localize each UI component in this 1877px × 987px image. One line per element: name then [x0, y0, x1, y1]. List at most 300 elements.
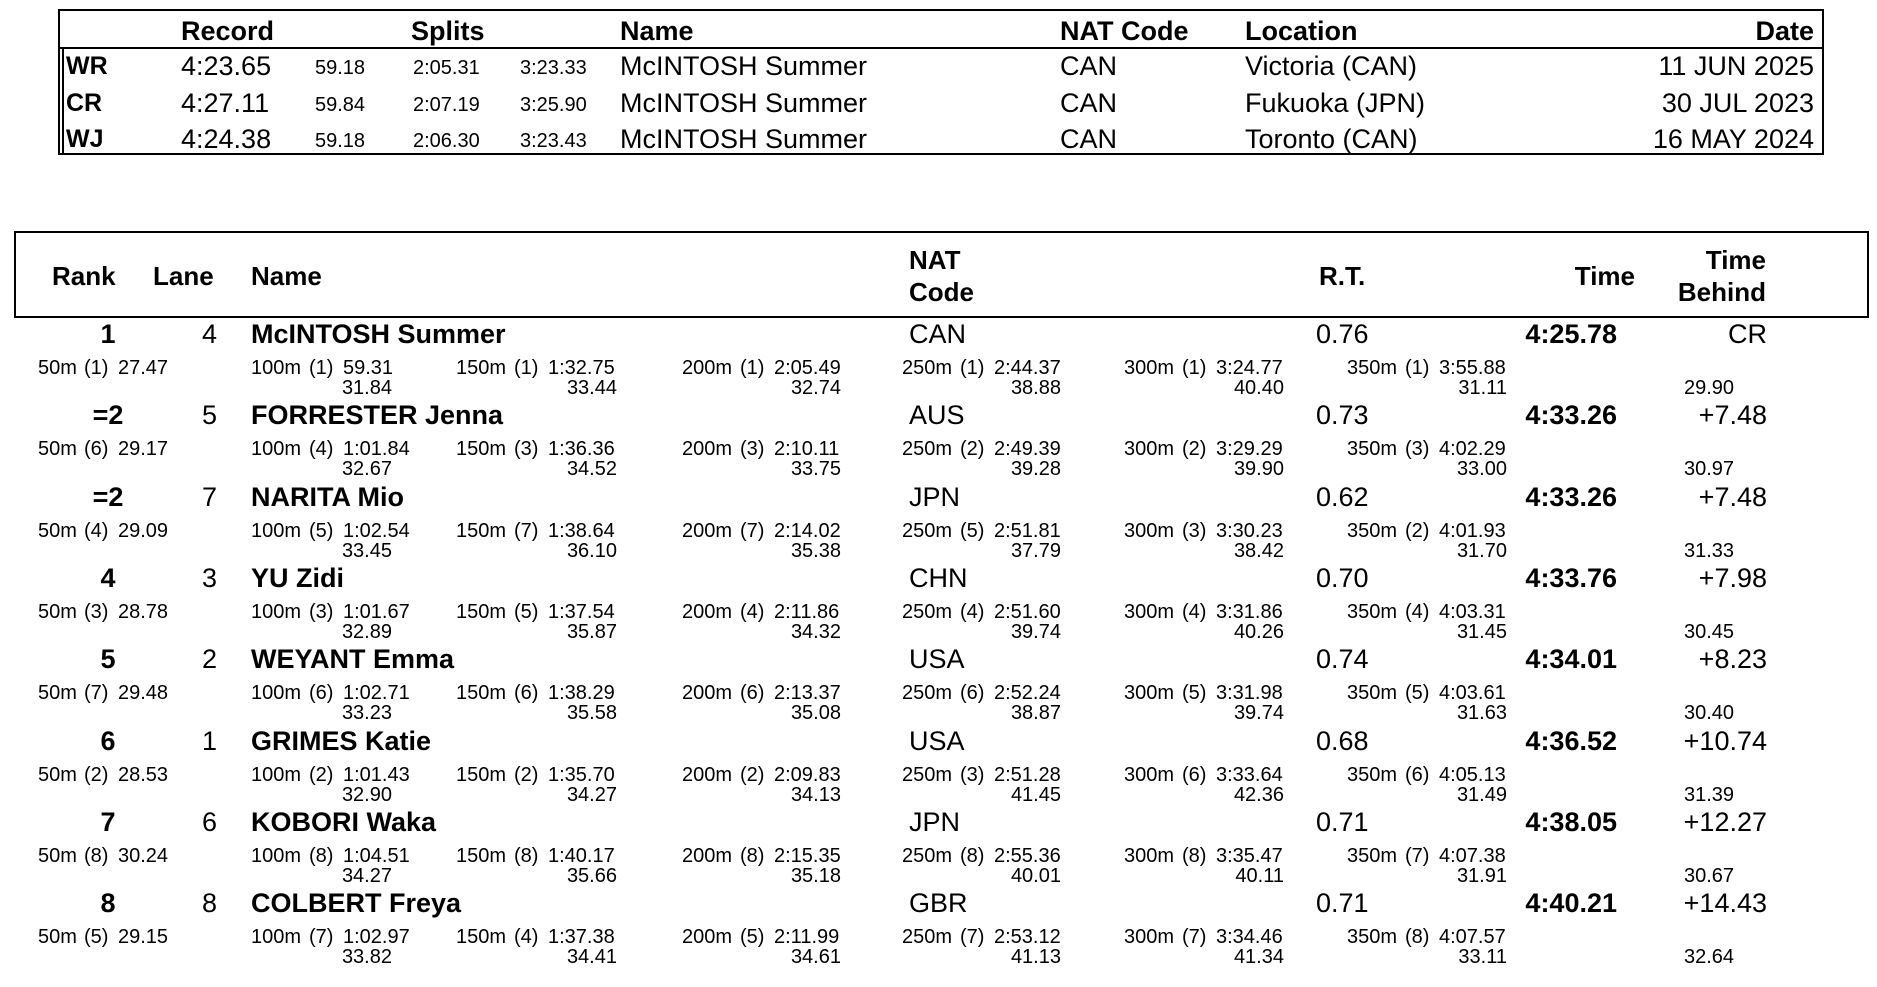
split-position: (2): [740, 764, 765, 786]
result-time: 4:25.78: [1525, 319, 1617, 349]
result-name: WEYANT Emma: [251, 644, 455, 674]
split-cumulative: 2:49.39: [994, 438, 1061, 460]
split-position: (8): [1182, 845, 1207, 867]
record-code: WJ: [66, 125, 104, 153]
split-distance: 200m: [682, 845, 733, 867]
split-final-lap: 30.67: [1684, 865, 1735, 887]
split-lap: 33.00: [1456, 458, 1507, 480]
split-cumulative: 3:24.77: [1216, 357, 1283, 379]
split-distance: 350m: [1347, 926, 1398, 948]
split-lap: 31.84: [341, 377, 392, 399]
result-time: 4:36.52: [1525, 726, 1617, 756]
split-lap: 40.40: [1233, 377, 1284, 399]
split-lap: 33.82: [341, 946, 392, 968]
split-cumulative: 3:34.46: [1216, 926, 1283, 948]
split-lap: 32.74: [790, 377, 841, 399]
split-distance: 100m: [251, 601, 302, 623]
split-position: (7): [309, 926, 334, 948]
split-cumulative: 2:11.99: [774, 926, 840, 948]
record-name: McINTOSH Summer: [620, 51, 868, 81]
record-time: 4:27.11: [181, 88, 270, 118]
split-distance: 150m: [456, 357, 507, 379]
split-distance: 100m: [251, 357, 302, 379]
result-time-behind: +7.48: [1698, 482, 1767, 512]
split-cumulative: 29.15: [118, 926, 169, 948]
split-position: (7): [514, 520, 539, 542]
split-cumulative: 3:33.64: [1216, 764, 1283, 786]
split-position: (8): [309, 845, 334, 867]
split-cumulative: 1:40.17: [548, 845, 615, 867]
result-nat: GBR: [909, 888, 968, 918]
split-final-lap: 29.90: [1684, 377, 1735, 399]
split-cumulative: 59.31: [343, 357, 394, 379]
split-distance: 50m: [38, 845, 77, 867]
split-lap: 31.45: [1456, 621, 1507, 643]
result-reaction-time: 0.76: [1316, 319, 1369, 349]
split-cumulative: 2:11.86: [774, 601, 840, 623]
split-position: (7): [960, 926, 985, 948]
split-lap: 33.23: [341, 702, 392, 724]
split-distance: 200m: [682, 357, 733, 379]
split-lap: 33.44: [566, 377, 617, 399]
split-lap: 34.13: [790, 784, 841, 806]
split-position: (4): [309, 438, 334, 460]
result-nat: JPN: [909, 807, 961, 837]
split-lap: 33.11: [1458, 946, 1507, 968]
record-location: Toronto (CAN): [1245, 124, 1418, 154]
split-position: (3): [960, 764, 985, 786]
split-final-lap: 30.40: [1684, 702, 1735, 724]
split-position: (2): [84, 764, 109, 786]
record-nat: CAN: [1060, 124, 1118, 154]
result-time-behind: +12.27: [1683, 807, 1767, 837]
result-name: GRIMES Katie: [251, 726, 432, 756]
results-header-nat-line2: Code: [909, 277, 974, 307]
split-lap: 31.49: [1456, 784, 1507, 806]
split-position: (2): [309, 764, 334, 786]
result-reaction-time: 0.71: [1316, 888, 1369, 918]
split-cumulative: 2:51.60: [994, 601, 1061, 623]
split-distance: 50m: [38, 438, 77, 460]
result-nat: USA: [909, 644, 965, 674]
split-position: (8): [1405, 926, 1430, 948]
result-rank: =2: [92, 400, 124, 430]
result-nat: CHN: [909, 563, 968, 593]
split-position: (6): [960, 682, 985, 704]
split-distance: 50m: [38, 926, 77, 948]
split-distance: 300m: [1124, 357, 1175, 379]
split-cumulative: 4:01.93: [1439, 520, 1506, 542]
split-position: (1): [1405, 357, 1430, 379]
split-lap: 33.75: [790, 458, 841, 480]
split-final-lap: 31.39: [1684, 784, 1735, 806]
split-distance: 200m: [682, 682, 733, 704]
split-distance: 150m: [456, 601, 507, 623]
split-position: (5): [1405, 682, 1430, 704]
split-position: (5): [1182, 682, 1207, 704]
split-position: (5): [960, 520, 985, 542]
record-split-3: 3:23.33: [520, 57, 587, 79]
result-reaction-time: 0.68: [1316, 726, 1369, 756]
split-lap: 32.90: [341, 784, 392, 806]
split-cumulative: 1:37.38: [548, 926, 615, 948]
result-reaction-time: 0.73: [1316, 400, 1369, 430]
split-position: (1): [514, 357, 539, 379]
result-rank: 5: [100, 644, 116, 674]
split-position: (2): [960, 438, 985, 460]
split-distance: 150m: [456, 764, 507, 786]
split-position: (6): [740, 682, 765, 704]
split-position: (6): [1405, 764, 1430, 786]
split-lap: 38.42: [1233, 540, 1284, 562]
record-code: WR: [66, 52, 108, 80]
split-position: (3): [1405, 438, 1430, 460]
split-distance: 200m: [682, 601, 733, 623]
split-lap: 39.28: [1010, 458, 1061, 480]
split-lap: 37.79: [1010, 540, 1061, 562]
record-split-2: 2:07.19: [413, 94, 480, 116]
split-cumulative: 2:44.37: [994, 357, 1061, 379]
split-position: (8): [740, 845, 765, 867]
record-split-3: 3:25.90: [520, 94, 587, 116]
split-cumulative: 2:10.11: [774, 438, 840, 460]
result-name: KOBORI Waka: [251, 807, 437, 837]
split-position: (1): [84, 357, 109, 379]
split-distance: 150m: [456, 926, 507, 948]
result-time-behind: +7.98: [1698, 563, 1767, 593]
split-position: (2): [1182, 438, 1207, 460]
split-cumulative: 30.24: [118, 845, 169, 867]
result-lane: 5: [202, 400, 218, 430]
split-cumulative: 4:07.38: [1439, 845, 1506, 867]
split-lap: 38.87: [1010, 702, 1061, 724]
result-name: FORRESTER Jenna: [251, 400, 504, 430]
record-name: McINTOSH Summer: [620, 124, 868, 154]
split-distance: 300m: [1124, 764, 1175, 786]
split-cumulative: 29.48: [118, 682, 169, 704]
split-cumulative: 1:02.97: [343, 926, 410, 948]
result-time-behind: +7.48: [1698, 400, 1767, 430]
result-nat: USA: [909, 726, 965, 756]
split-cumulative: 4:03.31: [1439, 601, 1506, 623]
split-position: (6): [309, 682, 334, 704]
split-lap: 31.63: [1456, 702, 1507, 724]
split-lap: 40.11: [1235, 865, 1284, 887]
split-cumulative: 4:07.57: [1439, 926, 1506, 948]
result-nat: JPN: [909, 482, 961, 512]
records-header-rule: [60, 47, 1822, 49]
result-reaction-time: 0.71: [1316, 807, 1369, 837]
split-distance: 300m: [1124, 682, 1175, 704]
results-header-rt: R.T.: [1319, 261, 1366, 291]
record-code: CR: [66, 89, 103, 117]
record-date: 30 JUL 2023: [1661, 88, 1814, 118]
result-time: 4:40.21: [1525, 888, 1617, 918]
results-header-nat-line1: NAT: [909, 245, 961, 275]
split-cumulative: 1:01.43: [343, 764, 410, 786]
split-distance: 50m: [38, 520, 77, 542]
result-time: 4:33.76: [1525, 563, 1617, 593]
split-cumulative: 27.47: [118, 357, 169, 379]
split-lap: 35.87: [566, 621, 617, 643]
result-rank: 1: [100, 319, 116, 349]
split-final-lap: 32.64: [1684, 946, 1735, 968]
split-cumulative: 3:29.29: [1216, 438, 1283, 460]
split-position: (7): [1182, 926, 1207, 948]
split-position: (4): [1405, 601, 1430, 623]
split-distance: 100m: [251, 682, 302, 704]
split-cumulative: 2:51.28: [994, 764, 1061, 786]
split-distance: 100m: [251, 845, 302, 867]
split-final-lap: 30.45: [1684, 621, 1735, 643]
split-final-lap: 31.33: [1684, 540, 1735, 562]
split-lap: 32.67: [341, 458, 392, 480]
record-split-2: 2:06.30: [413, 130, 480, 152]
records-header-nat-code: NAT Code: [1060, 16, 1189, 46]
records-header-date: Date: [1755, 16, 1814, 46]
record-nat: CAN: [1060, 88, 1118, 118]
split-lap: 35.66: [566, 865, 617, 887]
split-cumulative: 1:38.64: [548, 520, 615, 542]
records-header-record: Record: [181, 16, 275, 46]
split-position: (7): [740, 520, 765, 542]
split-position: (3): [1182, 520, 1207, 542]
split-cumulative: 1:36.36: [548, 438, 615, 460]
split-lap: 35.18: [790, 865, 841, 887]
split-distance: 300m: [1124, 926, 1175, 948]
split-cumulative: 1:37.54: [548, 601, 615, 623]
result-time-behind: CR: [1728, 319, 1767, 349]
split-lap: 39.90: [1233, 458, 1284, 480]
split-lap: 32.89: [341, 621, 392, 643]
split-cumulative: 3:55.88: [1439, 357, 1506, 379]
split-position: (8): [514, 845, 539, 867]
records-header-splits: Splits: [411, 16, 485, 46]
split-distance: 250m: [902, 357, 953, 379]
split-cumulative: 2:51.81: [994, 520, 1061, 542]
split-position: (6): [84, 438, 109, 460]
split-cumulative: 2:15.35: [774, 845, 841, 867]
split-distance: 150m: [456, 845, 507, 867]
split-cumulative: 3:31.98: [1216, 682, 1283, 704]
result-time: 4:33.26: [1525, 482, 1617, 512]
result-lane: 7: [202, 482, 218, 512]
records-header-name: Name: [620, 16, 694, 46]
split-cumulative: 1:38.29: [548, 682, 615, 704]
result-lane: 8: [202, 888, 218, 918]
result-nat: AUS: [909, 400, 965, 430]
split-lap: 34.32: [790, 621, 841, 643]
split-lap: 31.91: [1456, 865, 1507, 887]
results-header: [14, 231, 1869, 318]
split-distance: 150m: [456, 682, 507, 704]
split-cumulative: 28.53: [118, 764, 169, 786]
split-position: (1): [740, 357, 765, 379]
split-cumulative: 1:01.84: [343, 438, 410, 460]
result-lane: 4: [202, 319, 218, 349]
split-cumulative: 2:14.02: [774, 520, 841, 542]
split-position: (4): [960, 601, 985, 623]
records-header-location: Location: [1245, 16, 1358, 46]
result-lane: 2: [202, 644, 218, 674]
split-position: (3): [514, 438, 539, 460]
split-lap: 41.13: [1010, 946, 1061, 968]
split-lap: 42.36: [1233, 784, 1284, 806]
split-position: (3): [740, 438, 765, 460]
split-distance: 350m: [1347, 357, 1398, 379]
results-header-behind-line1: Time: [1705, 245, 1766, 275]
result-time-behind: +10.74: [1683, 726, 1767, 756]
split-position: (5): [309, 520, 334, 542]
split-distance: 250m: [902, 438, 953, 460]
split-distance: 350m: [1347, 438, 1398, 460]
result-reaction-time: 0.74: [1316, 644, 1369, 674]
result-reaction-time: 0.70: [1316, 563, 1369, 593]
split-lap: 39.74: [1010, 621, 1061, 643]
split-position: (4): [740, 601, 765, 623]
result-nat: CAN: [909, 319, 967, 349]
split-lap: 40.26: [1233, 621, 1284, 643]
results-header-name: Name: [251, 261, 322, 291]
result-time-behind: +14.43: [1683, 888, 1767, 918]
split-cumulative: 3:35.47: [1216, 845, 1283, 867]
split-lap: 36.10: [566, 540, 617, 562]
results-header-lane: Lane: [153, 261, 214, 291]
split-cumulative: 29.17: [118, 438, 169, 460]
split-lap: 33.45: [341, 540, 392, 562]
results-header-behind-line2: Behind: [1677, 277, 1766, 307]
split-distance: 50m: [38, 601, 77, 623]
split-position: (4): [514, 926, 539, 948]
result-time: 4:38.05: [1525, 807, 1617, 837]
split-position: (1): [960, 357, 985, 379]
split-distance: 250m: [902, 845, 953, 867]
split-cumulative: 1:02.54: [343, 520, 410, 542]
split-cumulative: 29.09: [118, 520, 169, 542]
split-position: (4): [1182, 601, 1207, 623]
split-distance: 100m: [251, 520, 302, 542]
split-position: (3): [84, 601, 109, 623]
split-distance: 200m: [682, 764, 733, 786]
result-lane: 3: [202, 563, 218, 593]
result-name: YU Zidi: [251, 563, 344, 593]
split-position: (6): [1182, 764, 1207, 786]
split-lap: 35.38: [790, 540, 841, 562]
split-position: (5): [740, 926, 765, 948]
split-final-lap: 30.97: [1684, 458, 1735, 480]
result-rank: 8: [100, 888, 116, 918]
results-header-time: Time: [1574, 261, 1635, 291]
split-lap: 41.34: [1233, 946, 1284, 968]
split-cumulative: 2:05.49: [774, 357, 841, 379]
result-reaction-time: 0.62: [1316, 482, 1369, 512]
split-cumulative: 2:55.36: [994, 845, 1061, 867]
results-header-rank: Rank: [52, 261, 116, 291]
split-position: (2): [1405, 520, 1430, 542]
result-rank: 6: [100, 726, 116, 756]
split-lap: 34.41: [566, 946, 617, 968]
split-cumulative: 2:53.12: [994, 926, 1061, 948]
record-split-1: 59.84: [315, 94, 366, 116]
split-position: (8): [84, 845, 109, 867]
split-distance: 250m: [902, 764, 953, 786]
split-position: (2): [514, 764, 539, 786]
result-name: McINTOSH Summer: [251, 319, 506, 349]
split-cumulative: 4:03.61: [1439, 682, 1506, 704]
result-rank: 7: [100, 807, 116, 837]
record-location: Victoria (CAN): [1245, 51, 1418, 81]
split-distance: 200m: [682, 926, 733, 948]
result-time: 4:33.26: [1525, 400, 1617, 430]
split-cumulative: 28.78: [118, 601, 169, 623]
split-cumulative: 1:01.67: [343, 601, 410, 623]
record-time: 4:23.65: [181, 51, 272, 81]
split-cumulative: 4:02.29: [1439, 438, 1506, 460]
record-location: Fukuoka (JPN): [1245, 88, 1426, 118]
split-lap: 34.27: [566, 784, 617, 806]
split-lap: 40.01: [1010, 865, 1061, 887]
split-lap: 31.11: [1458, 377, 1507, 399]
split-lap: 34.61: [790, 946, 841, 968]
result-rank: 4: [100, 563, 116, 593]
split-distance: 300m: [1124, 520, 1175, 542]
split-distance: 300m: [1124, 438, 1175, 460]
split-lap: 41.45: [1010, 784, 1061, 806]
split-cumulative: 3:31.86: [1216, 601, 1283, 623]
split-position: (4): [84, 520, 109, 542]
record-split-1: 59.18: [315, 130, 366, 152]
split-position: (7): [84, 682, 109, 704]
result-rank: =2: [92, 482, 124, 512]
split-cumulative: 2:52.24: [994, 682, 1061, 704]
split-position: (3): [309, 601, 334, 623]
split-cumulative: 1:32.75: [548, 357, 615, 379]
split-distance: 350m: [1347, 845, 1398, 867]
record-split-2: 2:05.31: [413, 57, 480, 79]
record-nat: CAN: [1060, 51, 1118, 81]
split-position: (1): [1182, 357, 1207, 379]
split-distance: 250m: [902, 601, 953, 623]
split-distance: 150m: [456, 438, 507, 460]
split-distance: 250m: [902, 682, 953, 704]
split-lap: 34.27: [341, 865, 392, 887]
result-time-behind: +8.23: [1698, 644, 1767, 674]
split-position: (8): [960, 845, 985, 867]
split-distance: 350m: [1347, 764, 1398, 786]
split-position: (6): [514, 682, 539, 704]
split-cumulative: 1:02.71: [343, 682, 410, 704]
split-distance: 300m: [1124, 601, 1175, 623]
split-distance: 100m: [251, 764, 302, 786]
split-distance: 350m: [1347, 682, 1398, 704]
split-distance: 350m: [1347, 601, 1398, 623]
record-date: 11 JUN 2025: [1658, 51, 1814, 81]
split-cumulative: 4:05.13: [1439, 764, 1506, 786]
record-split-3: 3:23.43: [520, 130, 587, 152]
records-left-rule: [62, 49, 64, 153]
split-distance: 350m: [1347, 520, 1398, 542]
split-lap: 39.74: [1233, 702, 1284, 724]
split-cumulative: 2:13.37: [774, 682, 841, 704]
records-table: [58, 9, 1824, 155]
split-distance: 250m: [902, 520, 953, 542]
split-cumulative: 3:30.23: [1216, 520, 1283, 542]
split-distance: 50m: [38, 357, 77, 379]
result-name: COLBERT Freya: [251, 888, 462, 918]
result-lane: 6: [202, 807, 218, 837]
split-distance: 200m: [682, 438, 733, 460]
result-name: NARITA Mio: [251, 482, 404, 512]
